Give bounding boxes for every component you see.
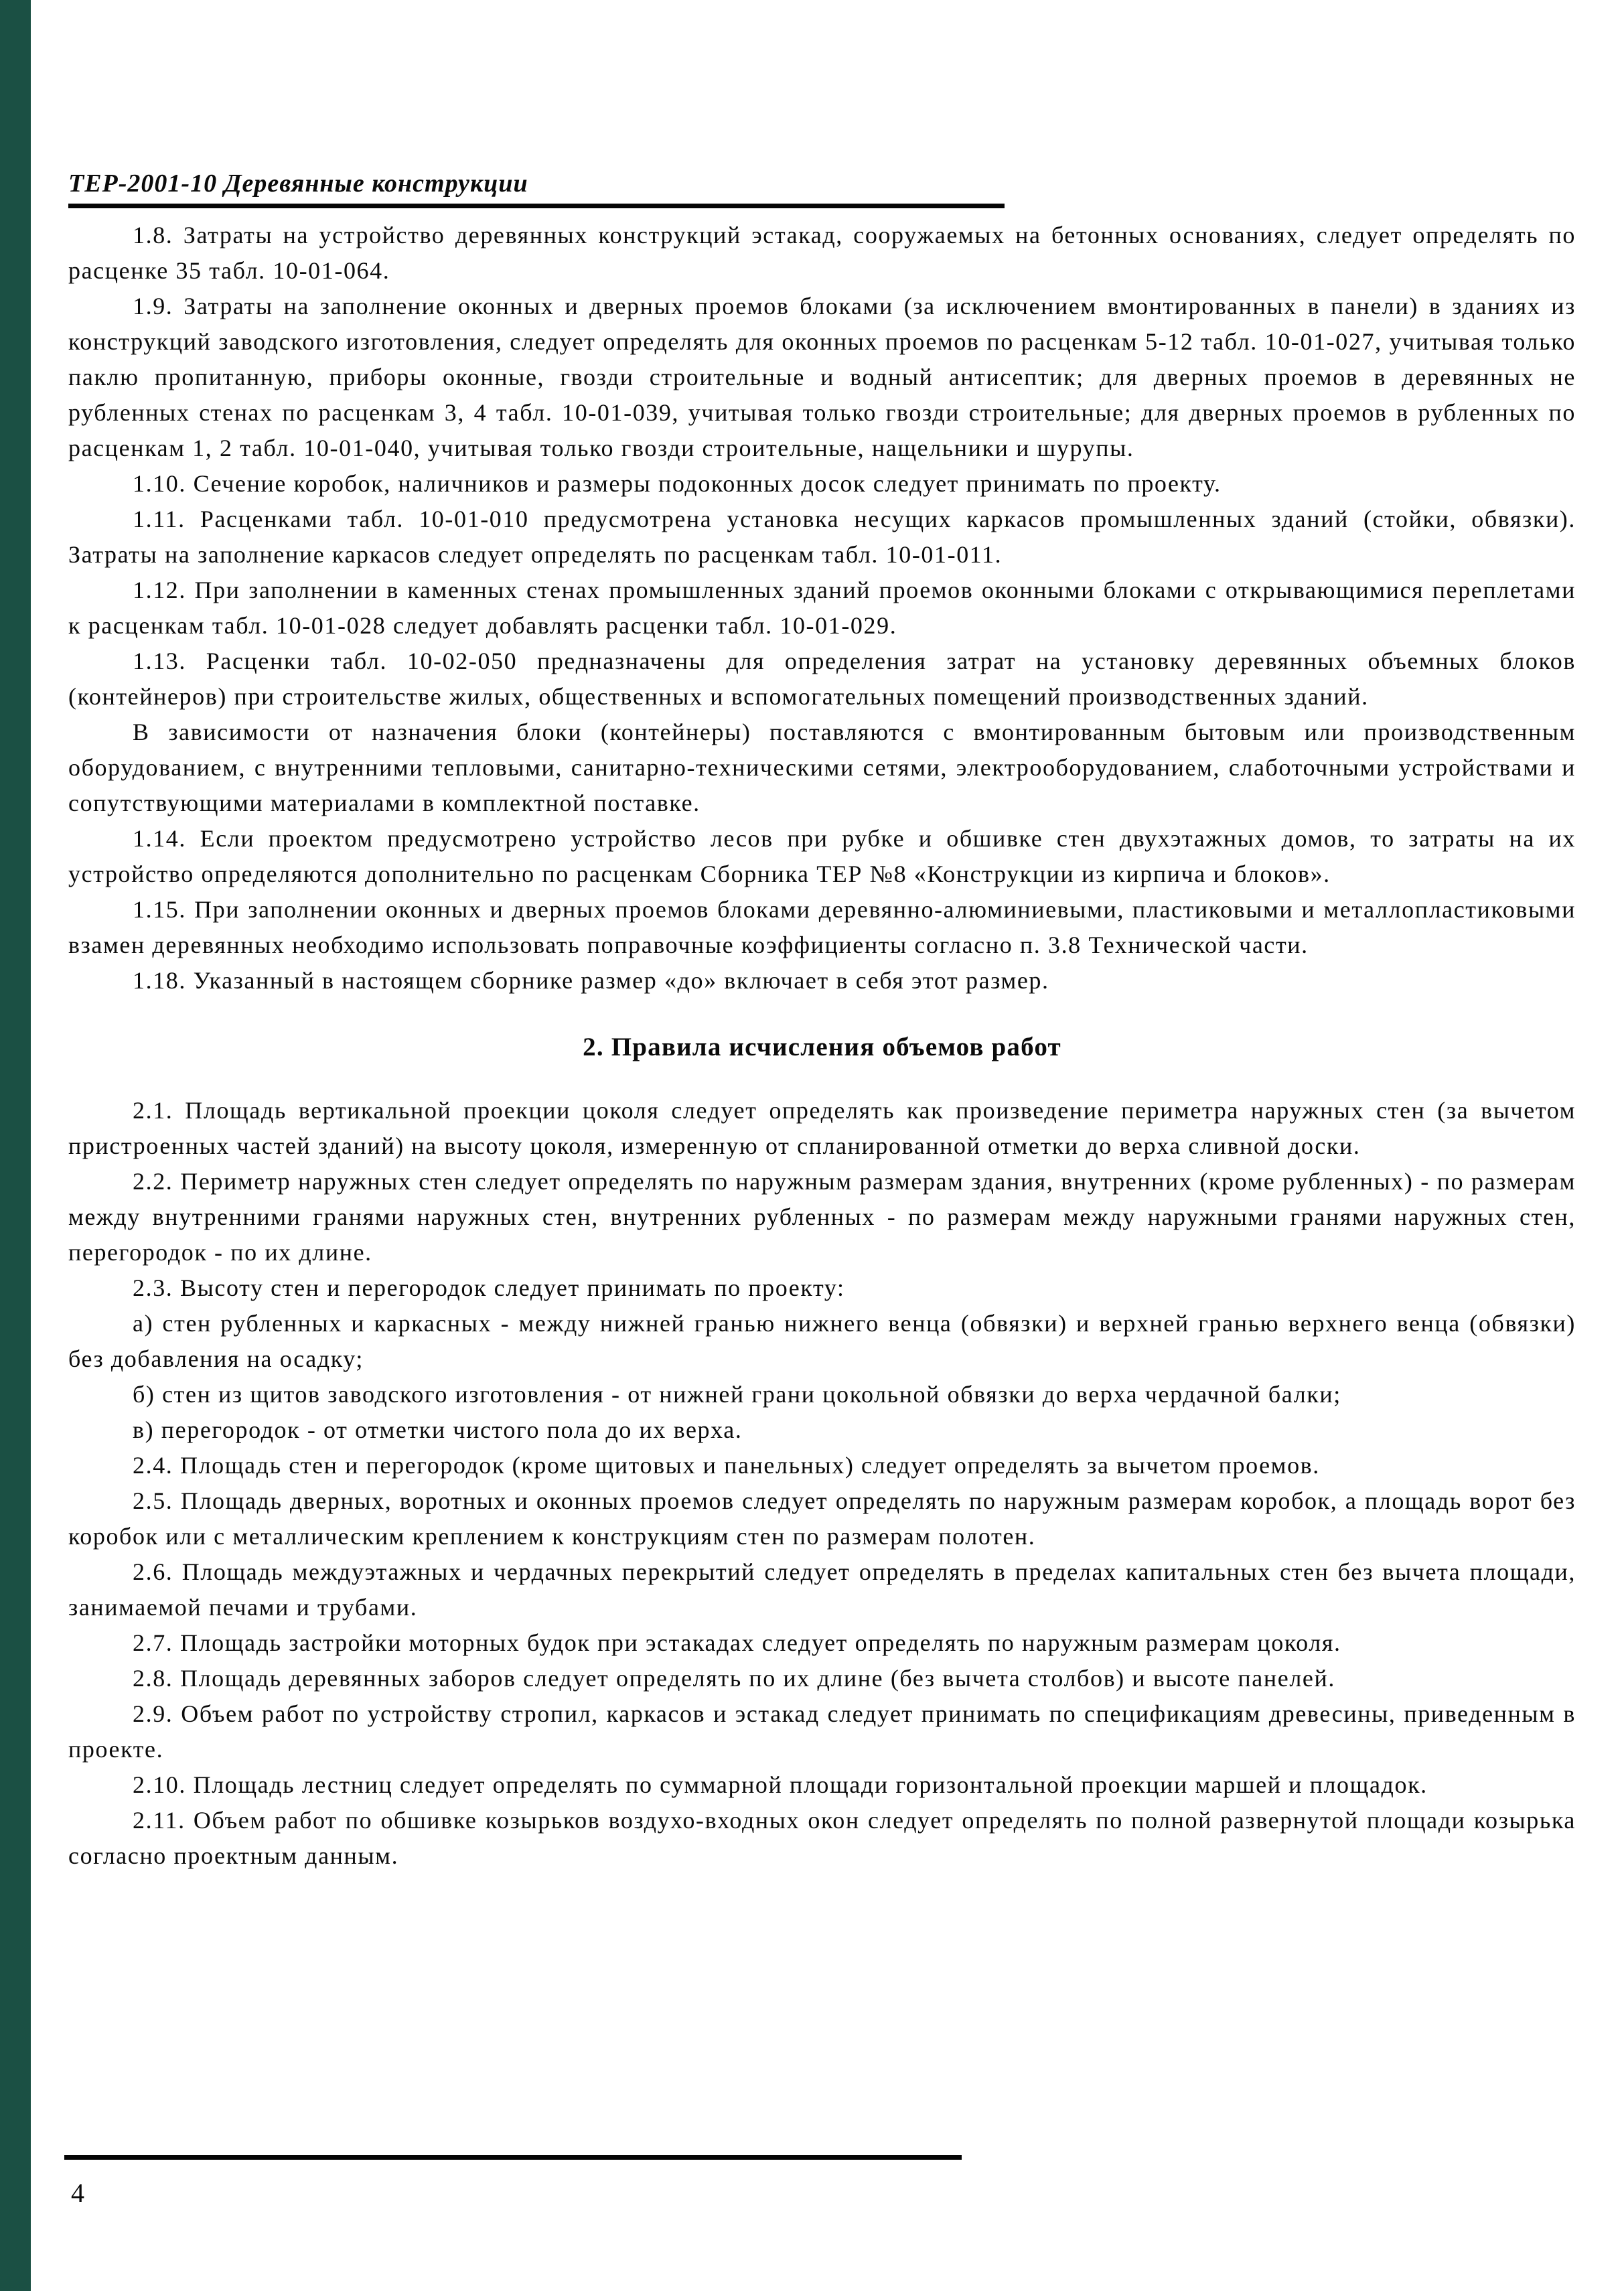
- paragraph: 2.4. Площадь стен и перегородок (кроме щитовых и панельных) следует определять за вычетом проемов.: [133, 1452, 1320, 1479]
- paragraph: 2.6. Площадь междуэтажных и чердачных перекрытий следует определять в пределах капитальных стен без вычета площади, занимаемой печами и трубами.: [68, 1558, 1576, 1621]
- paragraph: 2.2. Периметр наружных стен следует определять по наружным размерам здания, внутренних (кроме рубленных) - по размерам между внутренними гранями наружных стен, внутренних рубленных - по размерам между наружными гранями наружных стен, перегородок - по их длине.: [68, 1168, 1576, 1266]
- paragraph: 1.12. При заполнении в каменных стенах промышленных зданий проемов оконными блоками с открывающимися переплетами к расценкам табл. 10-01-028 следует добавлять расценки табл. 10-01-029.: [68, 577, 1576, 639]
- paragraph: 2.11. Объем работ по обшивке козырьков воздухо-входных окон следует определять по полной развернутой площади козырька согласно проектным данным.: [68, 1807, 1576, 1869]
- footer-rule: [64, 2155, 962, 2160]
- document-header: [68, 169, 1576, 208]
- paragraph: 1.9. Затраты на заполнение оконных и дверных проемов блоками (за исключением вмонтированных в панели) в зданиях из конструкций заводского изготовления, следует определять для оконных проемов по расценкам 5-12 табл. 10-01-027, учитывая только паклю пропитанную, приборы оконные, гвозди строительные и водный антисептик; для дверных проемов в деревянных не рубленных стенах по расценкам 3, 4 табл. 10-01-039, учитывая только гвозди строительные; для дверных проемов в рубленных по расценкам 1, 2 табл. 10-01-040, учитывая только гвозди строительные, нащельники и шурупы.: [68, 293, 1576, 461]
- paragraph: 2.3. Высоту стен и перегородок следует принимать по проекту:: [133, 1274, 845, 1301]
- paragraph: 1.15. При заполнении оконных и дверных проемов блоками деревянно-алюминиевыми, пластиковыми и металлопластиковыми взамен деревянных необходимо использовать поправочные коэффициенты согласно п. 3.8 Технической части.: [68, 896, 1576, 958]
- paragraph: в) перегородок - от отметки чистого пола до их верха.: [133, 1416, 743, 1443]
- paragraph: В зависимости от назначения блоки (контейнеры) поставляются с вмонтированным бытовым или производственным оборудованием, с внутренними тепловыми, санитарно-техническими сетями, электрооборудованием, слаботочными устройствами и сопутствующими материалами в комплектной поставке.: [68, 719, 1576, 816]
- paragraph: б) стен из щитов заводского изготовления - от нижней грани цокольной обвязки до верха чердачной балки;: [133, 1381, 1341, 1408]
- scan-gutter: [0, 0, 31, 2291]
- section-2-heading: 2. Правила исчисления объемов работ: [583, 1033, 1061, 1061]
- paragraph: 2.7. Площадь застройки моторных будок при эстакадах следует определять по наружным размерам цоколя.: [133, 1629, 1341, 1656]
- paragraph: 1.14. Если проектом предусмотрено устройство лесов при рубке и обшивке стен двухэтажных домов, то затраты на их устройство определяются дополнительно по расценкам Сборника ТЕР №8 «Конструкции из кирпича и блоков».: [68, 825, 1576, 887]
- paragraph: 2.5. Площадь дверных, воротных и оконных проемов следует определять по наружным размерам коробок, а площадь ворот без коробок или с металлическим креплением к конструкциям стен по размерам полотен.: [68, 1487, 1576, 1550]
- section-1-paragraphs: [68, 218, 1576, 999]
- paragraph: 1.10. Сечение коробок, наличников и размеры подоконных досок следует принимать по проекту.: [133, 470, 1222, 497]
- page-number: 4: [71, 2178, 84, 2208]
- document-page: [31, 0, 1624, 2208]
- page-footer: [62, 2155, 962, 2209]
- section-2-paragraphs: [68, 1093, 1576, 1874]
- paragraph: 2.10. Площадь лестниц следует определять по суммарной площади горизонтальной проекции маршей и площадок.: [133, 1771, 1428, 1798]
- document-title: ТЕР-2001-10 Деревянные конструкции: [68, 169, 528, 198]
- document-content: [31, 0, 1624, 1874]
- paragraph: 2.9. Объем работ по устройству стропил, каркасов и эстакад следует принимать по спецификациям древесины, приведенным в проекте.: [68, 1700, 1576, 1763]
- paragraph: 2.8. Площадь деревянных заборов следует определять по их длине (без вычета столбов) и высоте панелей.: [133, 1665, 1335, 1692]
- paragraph: 2.1. Площадь вертикальной проекции цоколя следует определять как произведение периметра наружных стен (за вычетом пристроенных частей зданий) на высоту цоколя, измеренную от спланированной отметки до верха сливной доски.: [68, 1097, 1576, 1159]
- paragraph: 1.8. Затраты на устройство деревянных конструкций эстакад, сооружаемых на бетонных основаниях, следует определять по расценке 35 табл. 10-01-064.: [68, 222, 1576, 284]
- paragraph: 1.11. Расценками табл. 10-01-010 предусмотрена установка несущих каркасов промышленных зданий (стойки, обвязки). Затраты на заполнение каркасов следует определять по расценкам табл. 10-01-011.: [68, 506, 1576, 568]
- paragraph: 1.13. Расценки табл. 10-02-050 предназначены для определения затрат на установку деревянных объемных блоков (контейнеров) при строительстве жилых, общественных и вспомогательных помещений производственных зданий.: [68, 648, 1576, 710]
- header-rule: [68, 204, 1005, 208]
- paragraph: 1.18. Указанный в настоящем сборнике размер «до» включает в себя этот размер.: [133, 967, 1049, 994]
- paragraph: а) стен рубленных и каркасных - между нижней гранью нижнего венца (обвязки) и верхней гранью верхнего венца (обвязки) без добавления на осадку;: [68, 1310, 1576, 1372]
